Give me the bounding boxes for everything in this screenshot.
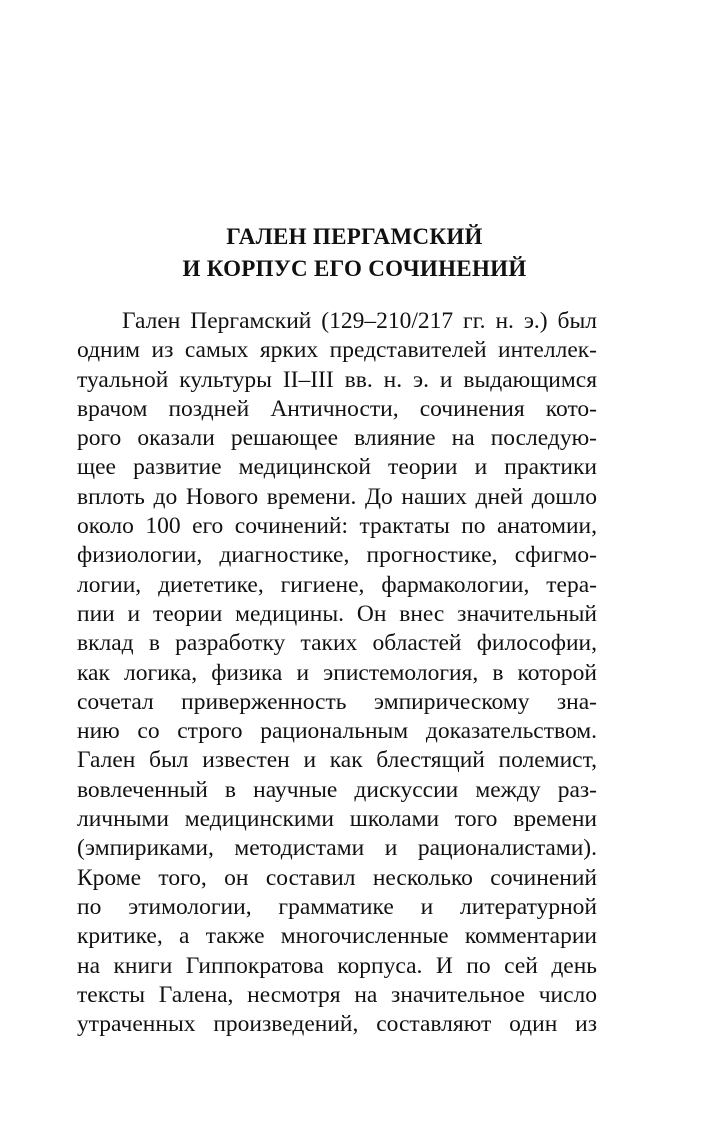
text-line: вовлеченный в научные дискуссии между раз- (77, 776, 597, 803)
text-line: физиологии, диагностике, прогностике, сфигмо- (77, 542, 597, 569)
text-line: пии и теории медицины. Он внес значительный (77, 600, 597, 627)
chapter-title-line-2: И КОРПУС ЕГО СОЧИНЕНИЙ (182, 256, 527, 281)
text-line: критике, а также многочисленные комментарии (77, 923, 597, 950)
text-line: как логика, физика и эпистемология, в которой (77, 659, 597, 686)
text-line: туальной культуры II–III вв. н. э. и выдающимся (77, 366, 597, 393)
text-line: около 100 его сочинений: трактаты по анатомии, (77, 513, 597, 540)
text-line: вклад в разработку таких областей философии, (77, 630, 597, 657)
body-paragraph (77, 307, 597, 1039)
text-line: Гален Пергамский (129–210/217 гг. н. э.) был (122, 308, 597, 334)
text-line: (эмпириками, методистами и рационалистами). (77, 835, 597, 862)
text-line: по этимологии, грамматике и литературной (77, 893, 597, 920)
text-line: вплоть до Нового времени. До наших дней дошло (77, 483, 597, 510)
text-line: личными медицинскими школами того времени (77, 806, 597, 833)
text-line: рого оказали решающее влияние на последую- (77, 425, 597, 452)
text-line: сочетал приверженность эмпирическому зна- (77, 688, 597, 715)
text-line: Гален был известен и как блестящий полемист, (77, 747, 597, 774)
text-line: Кроме того, он составил несколько сочинений (77, 864, 597, 891)
text-line: утраченных произведений, составляют один из (77, 1011, 597, 1038)
text-line: врачом поздней Античности, сочинения кото- (77, 395, 597, 422)
text-line: нию со строго рациональным доказательством. (77, 718, 597, 745)
text-line: тексты Галена, несмотря на значительное число (77, 981, 597, 1008)
chapter-title (0, 221, 709, 285)
chapter-title-line-1: ГАЛЕН ПЕРГАМСКИЙ (226, 224, 483, 249)
text-line: логии, диететике, гигиене, фармакологии, тера- (77, 571, 597, 598)
text-line: на книги Гиппократова корпуса. И по сей день (77, 952, 597, 979)
text-line: щее развитие медицинской теории и практики (77, 454, 597, 481)
text-line: одним из самых ярких представителей интеллек- (77, 337, 597, 364)
